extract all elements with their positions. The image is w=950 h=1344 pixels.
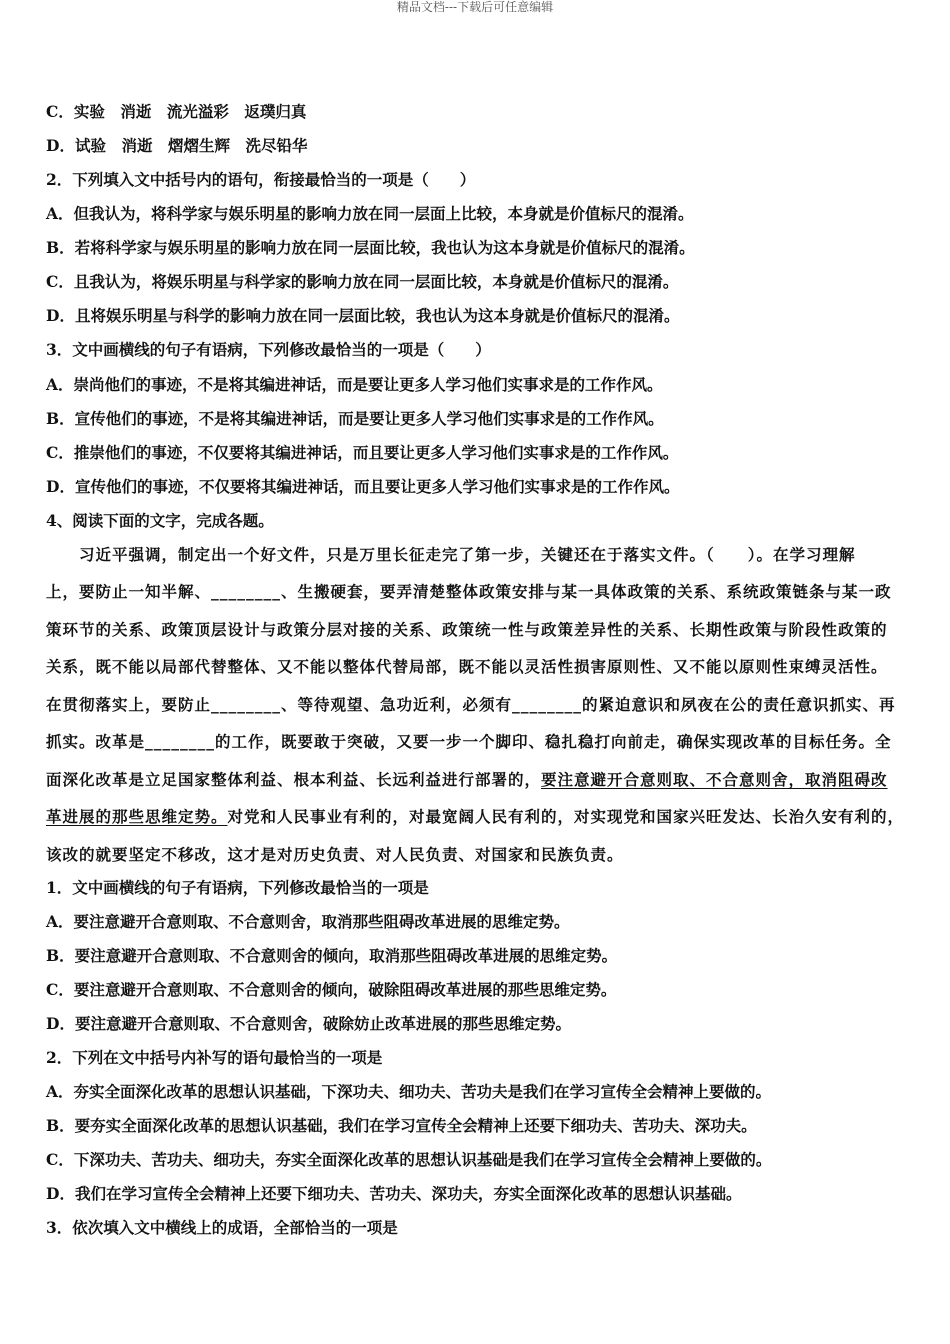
passage-text: 对党和人民事业有利的，对最宽阔人民有利的，对实现党和国家兴旺发达、长治久安有利的， (227, 808, 905, 826)
passage-line: 该改的就要坚定不移改，这才是对历史负责、对人民负责、对国家和民族负责。 (46, 846, 624, 864)
passage-line: 在贯彻落实上，要防止________、等待观望、急功近利，必须有________的紧迫意识和夙夜在公的责任意识抓实、再 (46, 696, 896, 714)
option-line: A．夯实全面深化改革的思想认识基础，下深功夫、细功夫、苦功夫是我们在学习宣传全会精神上要做的。 (46, 1082, 772, 1101)
question-line: 2．下列填入文中括号内的语句，衔接最恰当的一项是（ ） (46, 170, 476, 189)
option-line: A．要注意避开合意则取、不合意则舍，取消那些阻碍改革进展的思维定势。 (46, 912, 570, 931)
option-line: B．要夯实全面深化改革的思想认识基础，我们在学习宣传全会精神上还要下细功夫、苦功夫、深功夫。 (46, 1116, 757, 1135)
option-line: D．宣传他们的事迹，不仅要将其编进神话，而且要让更多人学习他们实事求是的工作作风。 (46, 477, 680, 496)
passage-line (46, 807, 904, 827)
question-line: 3．依次填入文中横线上的成语，全部恰当的一项是 (46, 1218, 398, 1237)
option-line: B．要注意避开合意则取、不合意则舍的倾向，取消那些阻碍改革进展的思维定势。 (46, 946, 618, 965)
passage-line: 策环节的关系、政策顶层设计与政策分层对接的关系、政策统一性与政策差异性的关系、长期性政策与阶段性政策的 (46, 621, 888, 639)
option-line: A．但我认为，将科学家与娱乐明星的影响力放在同一层面上比较，本身就是价值标尺的混淆。 (46, 204, 694, 223)
option-line: A．崇尚他们的事迹，不是将其编进神话，而是要让更多人学习他们实事求是的工作作风。 (46, 375, 663, 394)
option-line: D．且将娱乐明星与科学的影响力放在同一层面比较，我也认为这本身就是价值标尺的混淆。 (46, 306, 680, 325)
option-line: D．试验 消逝 熠熠生辉 洗尽铅华 (46, 136, 308, 155)
option-line: C．且我认为，将娱乐明星与科学家的影响力放在同一层面比较，本身就是价值标尺的混淆。 (46, 272, 679, 291)
section-heading: 4、阅读下面的文字，完成各题。 (46, 511, 274, 530)
page-header: 精品文档---下载后可任意编辑 (396, 0, 554, 14)
underlined-sentence: 要注意避开合意则取、不合意则舍，取消阻碍改 (541, 771, 888, 789)
option-line: D．要注意避开合意则取、不合意则舍，破除妨止改革进展的那些思维定势。 (46, 1014, 571, 1033)
passage-line: 关系，既不能以局部代替整体、又不能以整体代替局部，既不能以灵活性损害原则性、又不能以原则性束缚灵活性。 (46, 658, 888, 676)
passage-line (46, 770, 888, 790)
question-line: 2．下列在文中括号内补写的语句最恰当的一项是 (46, 1048, 383, 1067)
question-line: 1．文中画横线的句子有语病，下列修改最恰当的一项是 (46, 878, 429, 897)
passage-line: 上，要防止一知半解、________、生搬硬套，要弄清楚整体政策安排与某一具体政策的关系、系统政策链条与某一政 (46, 583, 892, 601)
option-line: C．推崇他们的事迹，不仅要将其编进神话，而且要让更多人学习他们实事求是的工作作风。 (46, 443, 679, 462)
option-line: B．宣传他们的事迹，不是将其编进神话，而是要让更多人学习他们实事求是的工作作风。 (46, 409, 664, 428)
underlined-sentence: 革进展的那些思维定势。 (46, 808, 228, 826)
option-line: C．实验 消逝 流光溢彩 返璞归真 (46, 102, 307, 121)
option-line: C．下深功夫、苦功夫、细功夫，夯实全面深化改革的思想认识基础是我们在学习宣传全会精神上要做的。 (46, 1150, 772, 1169)
passage-line: 习近平强调，制定出一个好文件，只是万里长征走完了第一步，关键还在于落实文件。（ ）。在学习理解 (46, 546, 856, 564)
question-line: 3．文中画横线的句子有语病，下列修改最恰当的一项是（ ） (46, 340, 491, 359)
passage-line: 抓实。改革是________的工作，既要敢于突破，又要一步一个脚印、稳扎稳打向前走，确保实现改革的目标任务。全 (46, 733, 892, 751)
passage-text: 面深化改革是立足国家整体利益、根本利益、长远利益进行部署的， (46, 771, 542, 789)
option-line: C．要注意避开合意则取、不合意则舍的倾向，破除阻碍改革进展的那些思维定势。 (46, 980, 617, 999)
option-line: B．若将科学家与娱乐明星的影响力放在同一层面比较，我也认为这本身就是价值标尺的混淆。 (46, 238, 695, 257)
option-line: D．我们在学习宣传全会精神上还要下细功夫、苦功夫、深功夫，夯实全面深化改革的思想认识基础。 (46, 1184, 742, 1203)
